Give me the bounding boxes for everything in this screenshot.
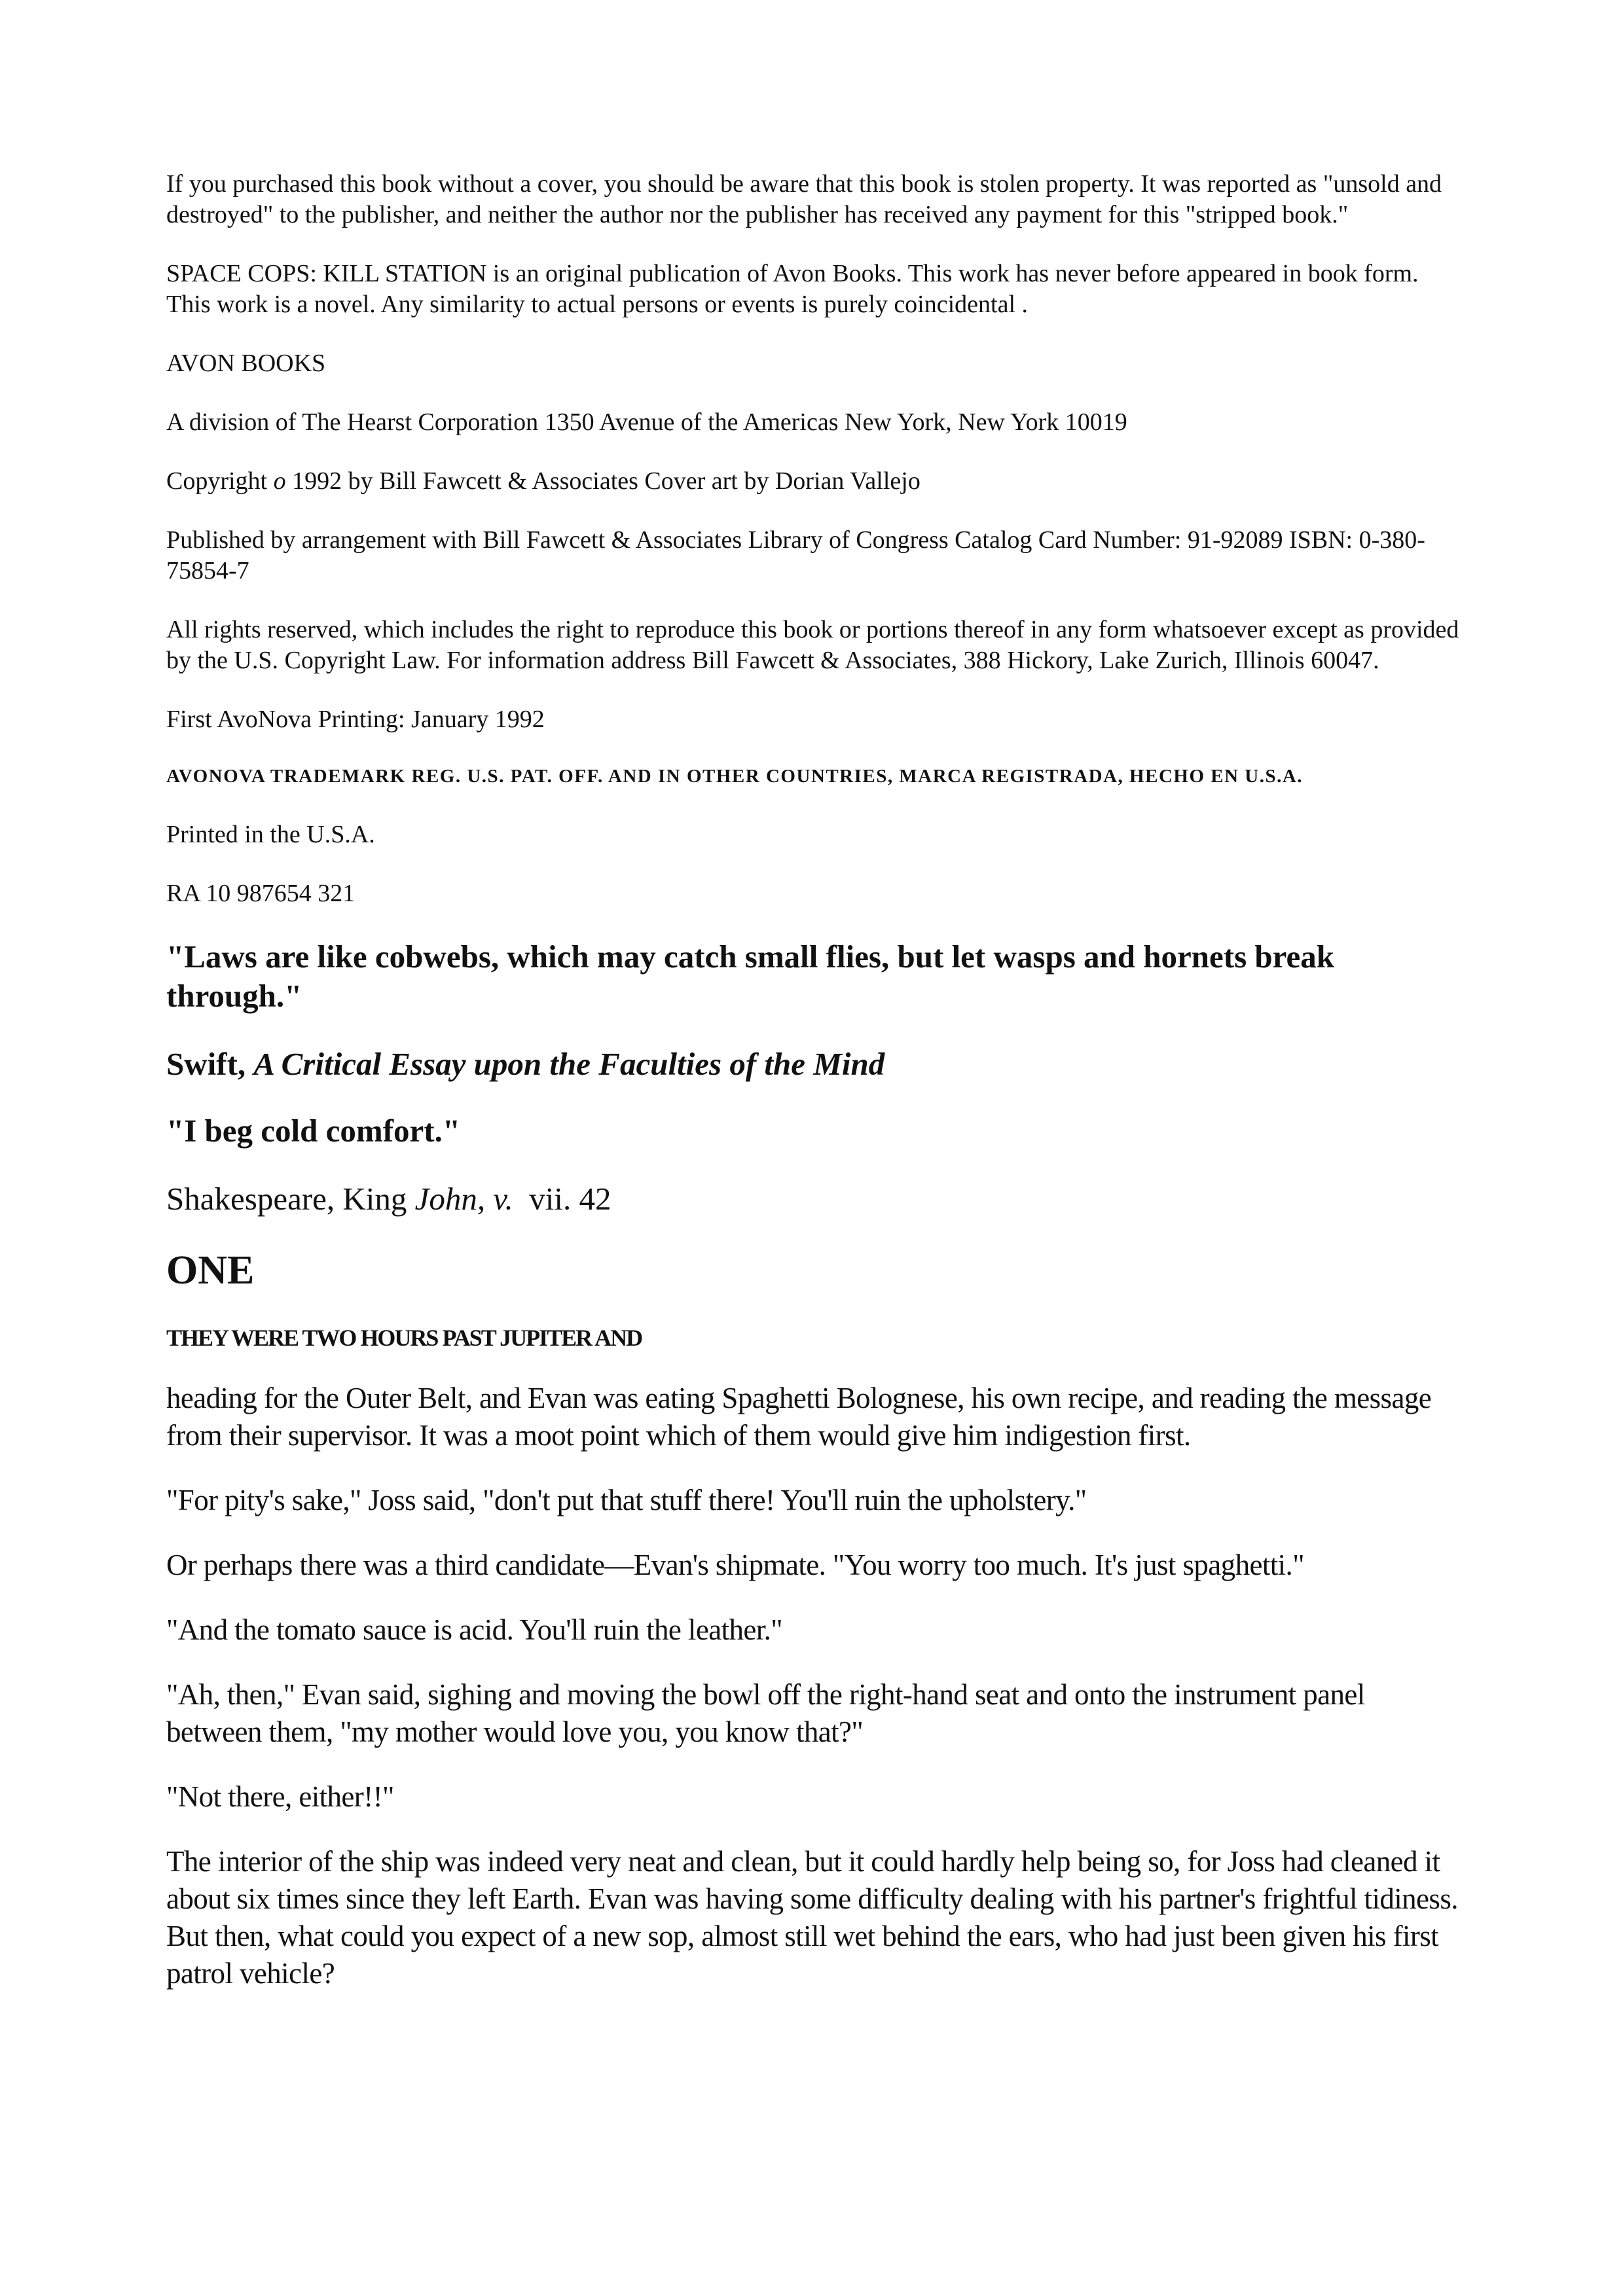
chapter-paragraph: The interior of the ship was indeed very neat and clean, but it could hardly help being so, for Joss had cleaned it about six times since they left Earth. Evan was having some difficulty dealing with his partner's frightful tidiness. But then, what could you expect of a new sop, almost still wet behind the ears, who had just been given his first patrol vehicle? bbox=[166, 1845, 1458, 1990]
epigraph-author-swift: Swift, bbox=[166, 1046, 246, 1082]
copyright-line bbox=[166, 466, 1466, 497]
copyright-rest: 1992 by Bill Fawcett & Associates Cover art by Dorian Vallejo bbox=[292, 467, 921, 495]
publisher-name: AVON BOOKS bbox=[166, 350, 326, 377]
epigraph-attribution-shakespeare bbox=[166, 1179, 1466, 1219]
original-publication-notice: SPACE COPS: KILL STATION is an original publication of Avon Books. This work has never before appeared in book form. This work is a novel. Any similarity to actual persons or events is purely coincidental . bbox=[166, 260, 1419, 318]
epigraph-quote-swift: "Laws are like cobwebs, which may catch small flies, but let wasps and hornets break through." bbox=[166, 939, 1335, 1014]
arrangement-notice: Published by arrangement with Bill Fawcett & Associates Library of Congress Catalog Card Number: 91-92089 ISBN: 0-380-75854-7 bbox=[166, 526, 1425, 584]
epigraph-attribution-swift bbox=[166, 1045, 1466, 1084]
chapter-paragraph: "For pity's sake," Joss said, "don't put that stuff there! You'll ruin the upholstery." bbox=[166, 1484, 1087, 1516]
epigraph-work-swift: A Critical Essay upon the Faculties of the Mind bbox=[253, 1046, 885, 1082]
rights-notice: All rights reserved, which includes the right to reproduce this book or portions thereof in any form whatsoever except as provided by the U.S. Copyright Law. For information address Bill Fawcett & Associates, 388 Hickory, Lake Zurich, Illinois 60047. bbox=[166, 616, 1459, 674]
chapter-title: ONE bbox=[166, 1248, 255, 1293]
chapter-paragraph: "And the tomato sauce is acid. You'll ruin the leather." bbox=[166, 1613, 783, 1646]
chapter-paragraph: heading for the Outer Belt, and Evan was eating Spaghetti Bolognese, his own recipe, and reading the message from their supervisor. It was a moot point which of them would give him indigestion first. bbox=[166, 1382, 1432, 1452]
epigraph-work-shakespeare: John, v. bbox=[414, 1181, 513, 1217]
copyright-prefix: Copyright bbox=[166, 467, 268, 495]
chapter-paragraph: "Not there, either!!" bbox=[166, 1780, 394, 1813]
epigraph-author-shakespeare: Shakespeare, King bbox=[166, 1181, 407, 1217]
chapter-lead-in: THEY WERE TWO HOURS PAST JUPITER AND bbox=[166, 1325, 642, 1351]
trademark-notice: AVONOVA TRADEMARK REG. U.S. PAT. OFF. AND IN OTHER COUNTRIES, MARCA REGISTRADA, HECHO EN U.S.A. bbox=[166, 766, 1304, 787]
epigraph-ref-shakespeare: vii. 42 bbox=[529, 1181, 611, 1217]
copyright-symbol: o bbox=[273, 467, 286, 495]
chapter-paragraph: Or perhaps there was a third candidate—Evan's shipmate. "You worry too much. It's just spaghetti." bbox=[166, 1549, 1304, 1581]
printing-line: First AvoNova Printing: January 1992 bbox=[166, 706, 545, 733]
publisher-address: A division of The Hearst Corporation 1350 Avenue of the Americas New York, New York 10019 bbox=[166, 408, 1127, 436]
print-number-line: RA 10 987654 321 bbox=[166, 880, 356, 907]
chapter-paragraph: "Ah, then," Evan said, sighing and moving the bowl off the right-hand seat and onto the instrument panel between them, "my mother would love you, you know that?" bbox=[166, 1678, 1365, 1748]
stripped-book-notice: If you purchased this book without a cover, you should be aware that this book is stolen property. It was reported as "unsold and destroyed" to the publisher, and neither the author nor the publisher has received any payment for this "stripped book." bbox=[166, 170, 1442, 228]
printed-in-line: Printed in the U.S.A. bbox=[166, 821, 375, 848]
epigraph-quote-shakespeare: "I beg cold comfort." bbox=[166, 1113, 461, 1149]
book-page bbox=[166, 169, 1466, 2020]
